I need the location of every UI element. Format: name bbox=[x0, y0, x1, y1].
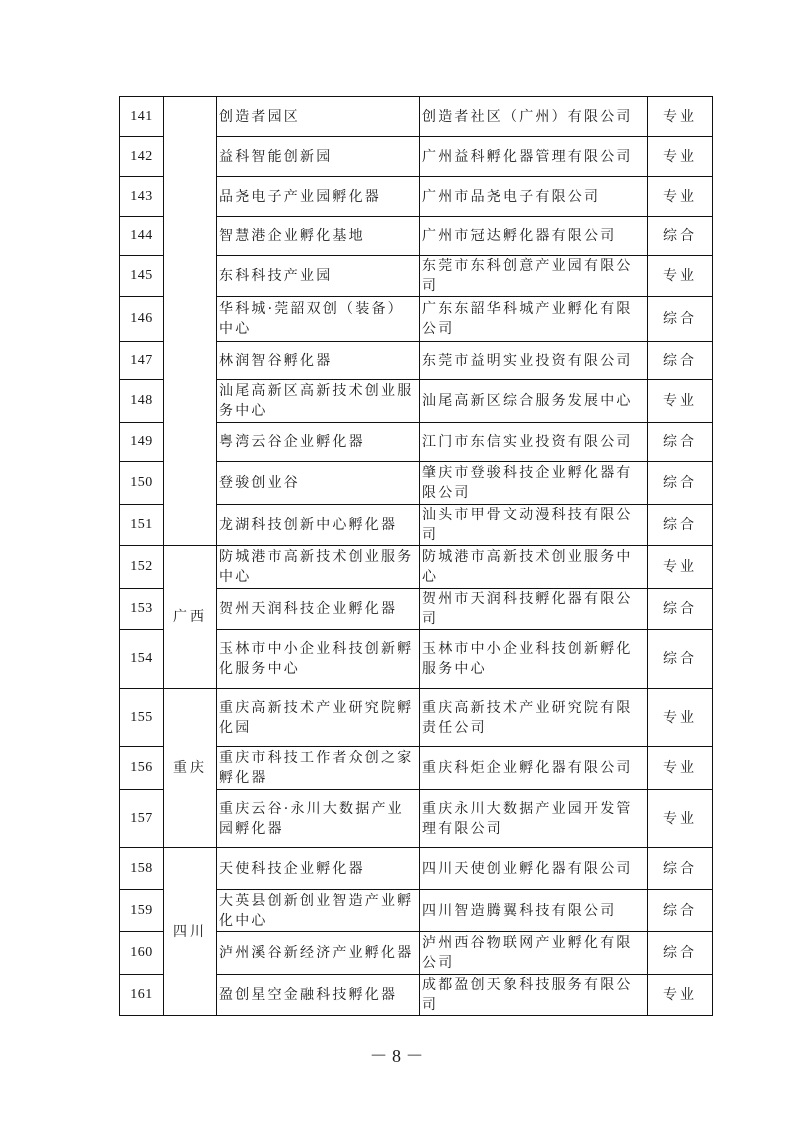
operating-organization: 泸州西谷物联网产业孵化有限公司 bbox=[420, 932, 648, 975]
row-number: 156 bbox=[120, 747, 164, 790]
incubator-type: 综合 bbox=[648, 890, 713, 932]
incubator-type: 专业 bbox=[648, 177, 713, 217]
operating-organization: 汕尾高新区综合服务发展中心 bbox=[420, 380, 648, 423]
operating-organization: 防城港市高新技术创业服务中心 bbox=[420, 546, 648, 589]
incubator-type: 专业 bbox=[648, 97, 713, 137]
incubator-name: 泸州溪谷新经济产业孵化器 bbox=[217, 932, 420, 975]
row-number: 152 bbox=[120, 546, 164, 589]
row-number: 146 bbox=[120, 297, 164, 342]
incubator-name: 创造者园区 bbox=[217, 97, 420, 137]
incubator-type: 专业 bbox=[648, 790, 713, 848]
incubator-name: 玉林市中小企业科技创新孵化服务中心 bbox=[217, 630, 420, 689]
row-number: 154 bbox=[120, 630, 164, 689]
incubator-type: 专业 bbox=[648, 380, 713, 423]
row-number: 161 bbox=[120, 975, 164, 1016]
incubator-type: 专业 bbox=[648, 546, 713, 589]
incubator-type: 综合 bbox=[648, 848, 713, 890]
table-row bbox=[120, 848, 713, 890]
row-number: 155 bbox=[120, 689, 164, 747]
row-number: 150 bbox=[120, 462, 164, 505]
province-cell bbox=[164, 97, 217, 546]
operating-organization: 东莞市益明实业投资有限公司 bbox=[420, 342, 648, 380]
province-cell: 重庆 bbox=[164, 689, 217, 848]
row-number: 143 bbox=[120, 177, 164, 217]
province-cell: 四川 bbox=[164, 848, 217, 1016]
province-cell: 广西 bbox=[164, 546, 217, 689]
row-number: 151 bbox=[120, 505, 164, 546]
row-number: 157 bbox=[120, 790, 164, 848]
incubator-type: 专业 bbox=[648, 975, 713, 1016]
incubator-type: 专业 bbox=[648, 747, 713, 790]
incubator-name: 登骏创业谷 bbox=[217, 462, 420, 505]
incubator-type: 专业 bbox=[648, 256, 713, 297]
operating-organization: 东莞市东科创意产业园有限公司 bbox=[420, 256, 648, 297]
incubator-type: 综合 bbox=[648, 505, 713, 546]
incubator-name: 贺州天润科技企业孵化器 bbox=[217, 589, 420, 630]
row-number: 153 bbox=[120, 589, 164, 630]
incubator-list-table bbox=[119, 96, 713, 1016]
incubator-name: 汕尾高新区高新技术创业服务中心 bbox=[217, 380, 420, 423]
operating-organization: 玉林市中小企业科技创新孵化服务中心 bbox=[420, 630, 648, 689]
operating-organization: 广州市品尧电子有限公司 bbox=[420, 177, 648, 217]
operating-organization: 广州益科孵化器管理有限公司 bbox=[420, 137, 648, 177]
incubator-name: 东科科技产业园 bbox=[217, 256, 420, 297]
operating-organization: 肇庆市登骏科技企业孵化器有限公司 bbox=[420, 462, 648, 505]
incubator-type: 综合 bbox=[648, 589, 713, 630]
incubator-type: 综合 bbox=[648, 342, 713, 380]
operating-organization: 创造者社区（广州）有限公司 bbox=[420, 97, 648, 137]
operating-organization: 重庆高新技术产业研究院有限责任公司 bbox=[420, 689, 648, 747]
incubator-name: 华科城·莞韶双创（装备）中心 bbox=[217, 297, 420, 342]
incubator-name: 粤湾云谷企业孵化器 bbox=[217, 423, 420, 462]
incubator-type: 专业 bbox=[648, 689, 713, 747]
page-number: － 8 － bbox=[369, 1046, 424, 1066]
incubator-type: 综合 bbox=[648, 423, 713, 462]
incubator-name: 品尧电子产业园孵化器 bbox=[217, 177, 420, 217]
incubator-name: 龙湖科技创新中心孵化器 bbox=[217, 505, 420, 546]
incubator-type: 综合 bbox=[648, 630, 713, 689]
row-number: 158 bbox=[120, 848, 164, 890]
row-number: 149 bbox=[120, 423, 164, 462]
row-number: 147 bbox=[120, 342, 164, 380]
incubator-name: 盈创星空金融科技孵化器 bbox=[217, 975, 420, 1016]
operating-organization: 成都盈创天象科技服务有限公司 bbox=[420, 975, 648, 1016]
operating-organization: 重庆永川大数据产业园开发管理有限公司 bbox=[420, 790, 648, 848]
operating-organization: 广东东韶华科城产业孵化有限公司 bbox=[420, 297, 648, 342]
incubator-name: 防城港市高新技术创业服务中心 bbox=[217, 546, 420, 589]
operating-organization: 四川智造腾翼科技有限公司 bbox=[420, 890, 648, 932]
incubator-name: 益科智能创新园 bbox=[217, 137, 420, 177]
incubator-name: 智慧港企业孵化基地 bbox=[217, 217, 420, 256]
table-row bbox=[120, 689, 713, 747]
incubator-name: 林润智谷孵化器 bbox=[217, 342, 420, 380]
incubator-name: 重庆市科技工作者众创之家孵化器 bbox=[217, 747, 420, 790]
table-row bbox=[120, 97, 713, 137]
table-row bbox=[120, 546, 713, 589]
row-number: 145 bbox=[120, 256, 164, 297]
incubator-name: 天使科技企业孵化器 bbox=[217, 848, 420, 890]
operating-organization: 汕头市甲骨文动漫科技有限公司 bbox=[420, 505, 648, 546]
incubator-type: 综合 bbox=[648, 297, 713, 342]
incubator-name: 重庆云谷·永川大数据产业园孵化器 bbox=[217, 790, 420, 848]
incubator-name: 大英县创新创业智造产业孵化中心 bbox=[217, 890, 420, 932]
operating-organization: 广州市冠达孵化器有限公司 bbox=[420, 217, 648, 256]
operating-organization: 重庆科炬企业孵化器有限公司 bbox=[420, 747, 648, 790]
incubator-type: 综合 bbox=[648, 462, 713, 505]
row-number: 144 bbox=[120, 217, 164, 256]
row-number: 148 bbox=[120, 380, 164, 423]
table-body bbox=[120, 97, 713, 1016]
operating-organization: 贺州市天润科技孵化器有限公司 bbox=[420, 589, 648, 630]
incubator-name: 重庆高新技术产业研究院孵化园 bbox=[217, 689, 420, 747]
incubator-type: 综合 bbox=[648, 932, 713, 975]
operating-organization: 江门市东信实业投资有限公司 bbox=[420, 423, 648, 462]
row-number: 141 bbox=[120, 97, 164, 137]
incubator-type: 专业 bbox=[648, 137, 713, 177]
row-number: 159 bbox=[120, 890, 164, 932]
row-number: 142 bbox=[120, 137, 164, 177]
row-number: 160 bbox=[120, 932, 164, 975]
incubator-type: 综合 bbox=[648, 217, 713, 256]
operating-organization: 四川天使创业孵化器有限公司 bbox=[420, 848, 648, 890]
